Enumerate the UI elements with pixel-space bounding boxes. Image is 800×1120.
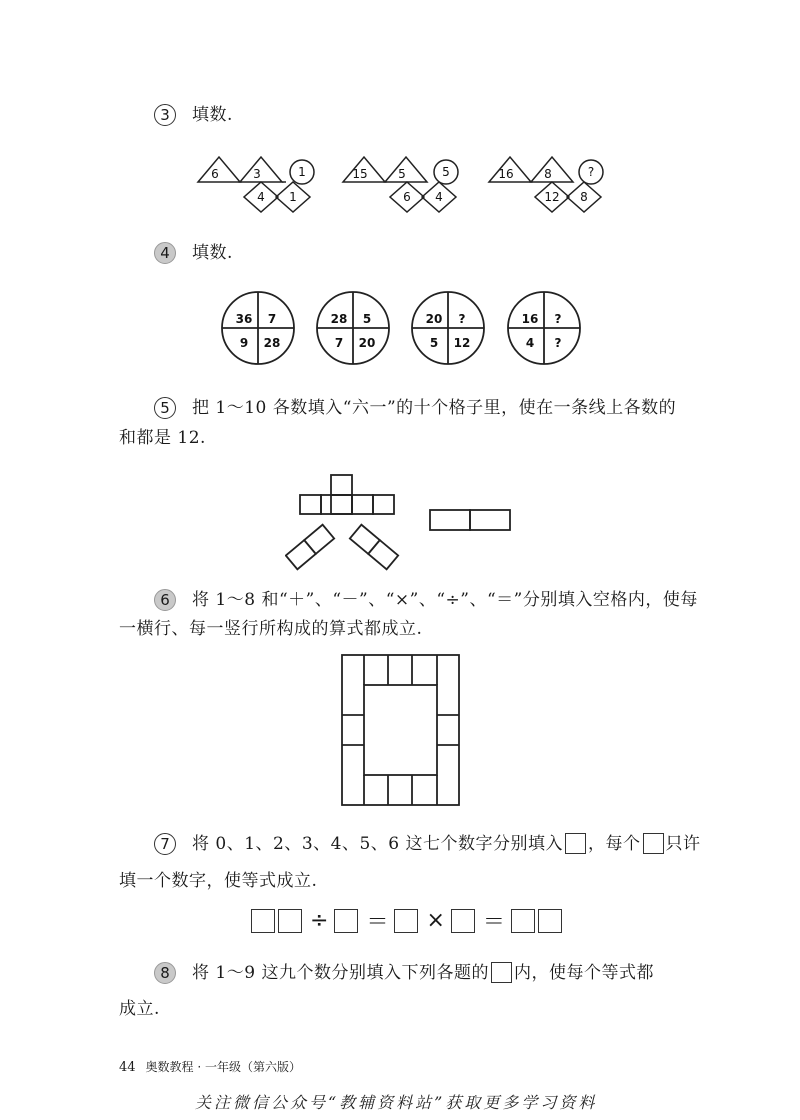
q4-c4-tr: ? <box>554 312 562 326</box>
q4-number: 4 <box>154 242 176 264</box>
q8-line1-a: 将 1～9 这九个数分别填入下列各题的 <box>192 963 489 983</box>
q4-c3-tl: 20 <box>425 312 443 326</box>
q6-number: 6 <box>154 589 176 611</box>
q8-line1-b: 内，使每个等式都 <box>513 963 654 983</box>
q4-c3-bl: 5 <box>429 336 439 350</box>
watermark-text: 关注微信公众号“教辅资料站”获取更多学习资料 <box>195 1093 598 1112</box>
q6-line1: 将 1～8 和“＋”、“－”、“×”、“÷”、“＝”分别填入空格内，使每 <box>192 590 698 610</box>
q3-g2-d2: 4 <box>435 190 443 204</box>
q3-g1-t2: 3 <box>253 167 261 181</box>
q3-g2-d1: 6 <box>403 190 411 204</box>
q4-c3-br: 12 <box>453 336 471 350</box>
q5-figure-liu-yi <box>285 470 520 575</box>
q4-c1-tr: 7 <box>267 312 277 326</box>
q7-op-equals: ＝ <box>482 910 505 935</box>
q3-g2-circle: 5 <box>442 165 450 179</box>
q3-g3-circle: ? <box>587 165 595 179</box>
q4-c1-bl: 9 <box>239 336 249 350</box>
q7-eq-box <box>538 909 562 933</box>
q8-line1 <box>192 958 654 988</box>
q3-g3-d2: 8 <box>580 190 588 204</box>
q7-line1 <box>192 829 701 859</box>
q4-c4-bl: 4 <box>525 336 535 350</box>
q8-blank-box <box>491 962 512 983</box>
q4-c1-br: 28 <box>263 336 281 350</box>
q7-op-multiply: × <box>426 908 445 933</box>
q8-number: 8 <box>154 962 176 984</box>
q3-g2-t1: 15 <box>352 167 368 181</box>
q7-op-divide: ÷ <box>310 908 329 933</box>
q8-line2: 成立. <box>119 999 160 1019</box>
q4-c4-br: ? <box>554 336 562 350</box>
q7-eq-box <box>451 909 475 933</box>
page-footer <box>119 1058 301 1075</box>
q7-line2: 填一个数字，使等式成立. <box>119 871 318 891</box>
q6-grid <box>340 653 462 808</box>
q3-g2-t2: 5 <box>398 167 406 181</box>
q3-g1-t1: 6 <box>211 167 219 181</box>
q7-eq-box <box>278 909 302 933</box>
q7-line1-b: ，每个 <box>588 834 641 854</box>
q7-eq-box <box>511 909 535 933</box>
q4-c2-bl: 7 <box>334 336 344 350</box>
page-number: 44 <box>119 1060 136 1075</box>
q3-g1-d1: 4 <box>257 190 265 204</box>
q3-g1-circle: 1 <box>298 165 306 179</box>
q3-title: 填数. <box>192 105 233 125</box>
q7-line1-a: 将 0、1、2、3、4、5、6 这七个数字分别填入 <box>192 834 564 854</box>
q7-line1-c: 只许 <box>665 834 701 854</box>
q7-eq-box <box>394 909 418 933</box>
q7-op-equals: ＝ <box>366 910 389 935</box>
q4-c2-tl: 28 <box>330 312 348 326</box>
q4-c2-tr: 5 <box>362 312 372 326</box>
q7-blank-box <box>643 833 664 854</box>
q4-c3-tr: ? <box>458 312 466 326</box>
q5-line1: 把 1～10 各数填入“六一”的十个格子里，使在一条线上各数的 <box>192 398 677 418</box>
q4-c4-tl: 16 <box>521 312 539 326</box>
book-title: 奥数教程 · 一年级（第六版） <box>145 1060 301 1074</box>
q7-number: 7 <box>154 833 176 855</box>
q3-figure <box>190 150 610 218</box>
q3-number: 3 <box>154 104 176 126</box>
q4-title: 填数. <box>192 243 233 263</box>
q7-eq-box <box>251 909 275 933</box>
q3-g1-d2: 1 <box>289 190 297 204</box>
q3-g3-t2: 8 <box>544 167 552 181</box>
q3-g3-t1: 16 <box>498 167 514 181</box>
q5-number: 5 <box>154 397 176 419</box>
q5-line2: 和都是 12. <box>119 428 206 448</box>
q7-blank-box <box>565 833 586 854</box>
q7-equation <box>251 905 565 936</box>
q7-eq-box <box>334 909 358 933</box>
q6-line2: 一横行、每一竖行所构成的算式都成立. <box>119 619 423 639</box>
q4-figure <box>218 288 593 368</box>
q4-c2-br: 20 <box>358 336 376 350</box>
q3-g3-d1: 12 <box>544 190 560 204</box>
q4-c1-tl: 36 <box>235 312 253 326</box>
